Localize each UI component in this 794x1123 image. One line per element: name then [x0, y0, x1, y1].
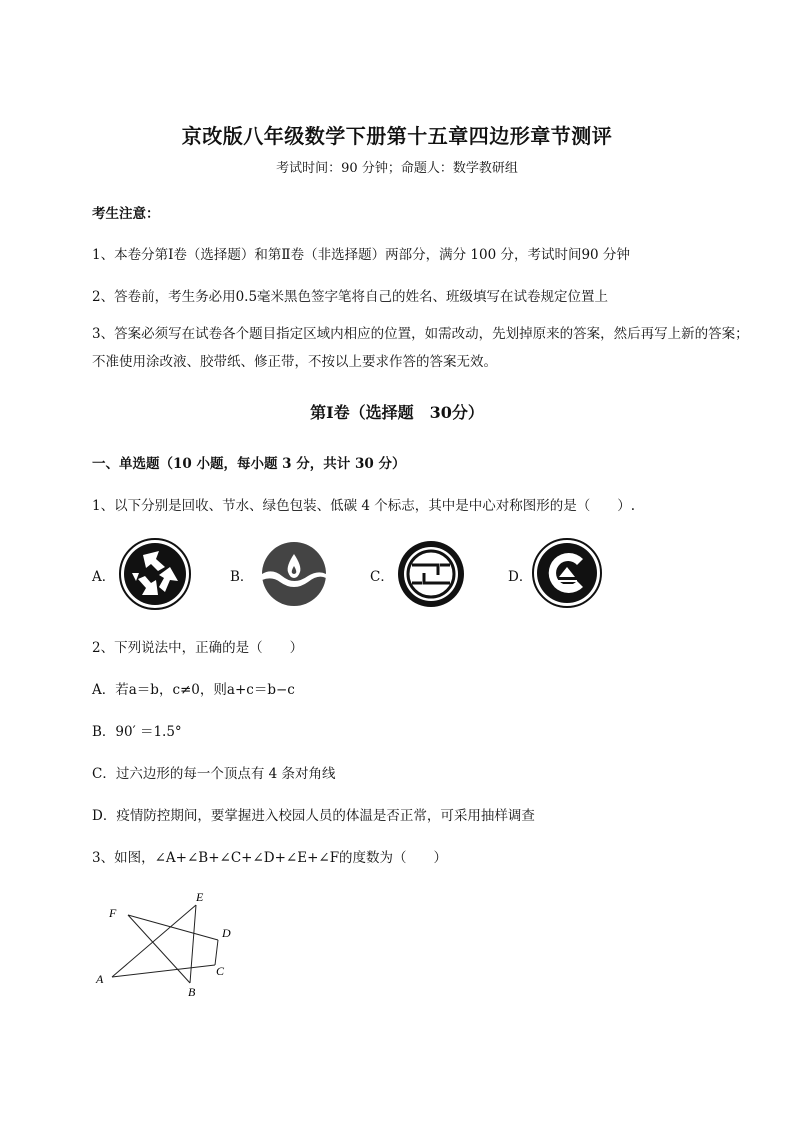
notice-heading: 考生注意：	[92, 206, 160, 222]
label-b: B	[188, 985, 196, 999]
notice-item-3: 3、答案必须写在试卷各个题目指定区域内相应的位置，如需改动，先划掉原来的答案，然后再写上新的答案；不准使用涂改液、胶带纸、修正带，不按以上要求作答的答案无效。	[92, 326, 749, 370]
part-heading: 一、单选题（10 小题，每小题 3 分，共计 30 分）	[92, 456, 406, 472]
q2-option-c: C．过六边形的每一个顶点有 4 条对角线	[92, 766, 336, 782]
question-3-stem: 3、如图，∠A+∠B+∠C+∠D+∠E+∠F的度数为（ ）	[92, 850, 448, 866]
q1-option-d-label: D．	[508, 569, 533, 585]
water-drop-logo-icon	[260, 540, 328, 612]
label-f: F	[109, 906, 117, 920]
question-1-stem: 1、以下分别是回收、节水、绿色包装、低碳 4 个标志，其中是中心对称图形的是（ ）.	[92, 498, 636, 514]
page-title: 京改版八年级数学下册第十五章四边形章节测评	[181, 124, 613, 148]
label-a: A	[96, 972, 104, 986]
exam-subtitle: 考试时间：90 分钟；命题人：数学教研组	[276, 161, 518, 176]
q1-option-c-label: C．	[370, 569, 394, 585]
recycle-logo-icon	[118, 537, 192, 615]
q2-option-d: D．疫情防控期间，要掌握进入校园人员的体温是否正常，可采用抽样调查	[92, 808, 535, 824]
q2-option-a: A．若a＝b，c≠0，则a+c＝b−c	[92, 682, 295, 698]
question-2-stem: 2、下列说法中，正确的是（ ）	[92, 640, 304, 656]
q2-option-b: B．90′ ＝1.5°	[92, 724, 182, 740]
label-d: D	[222, 926, 231, 940]
q1-option-b-label: B．	[230, 569, 254, 585]
section-title: 第Ⅰ卷（选择题 30分）	[310, 403, 484, 422]
q1-option-a-label: A．	[92, 569, 116, 585]
low-carbon-logo-icon	[531, 537, 603, 613]
label-c: C	[216, 964, 225, 978]
notice-item-2: 2、答卷前，考生务必用0.5毫米黑色签字笔将自己的姓名、班级填写在试卷规定位置上	[92, 289, 609, 305]
q3-figure	[90, 888, 250, 1008]
notice-item-1: 1、本卷分第Ⅰ卷（选择题）和第Ⅱ卷（非选择题）两部分，满分 100 分，考试时间90 分钟	[92, 247, 630, 263]
green-package-logo-icon	[396, 539, 466, 613]
label-e: E	[196, 890, 204, 904]
